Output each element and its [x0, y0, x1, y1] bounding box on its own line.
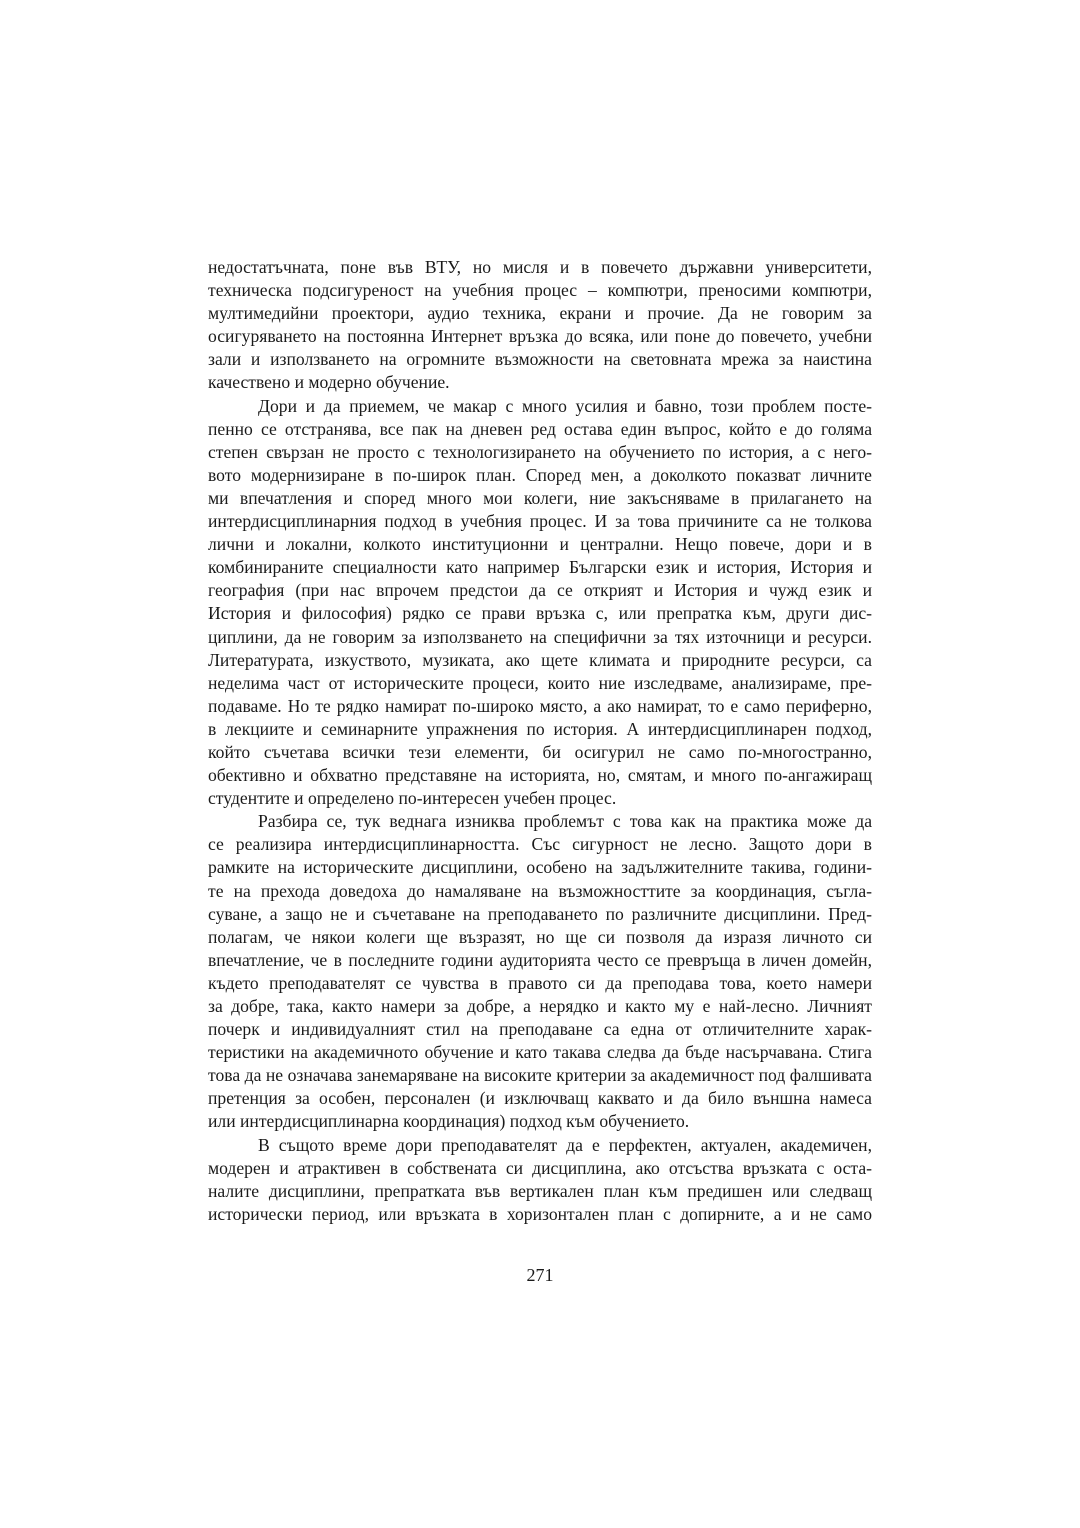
text-line: пенно се отстранява, все пак на дневен ред остава един въпрос, който е до голяма: [208, 418, 872, 439]
body-text: [208, 256, 872, 1226]
text-line: рамките на историческите дисциплини, особено на задължителните такива, години-: [208, 857, 872, 878]
text-line: недостатъчната, поне във ВТУ, но мисля и в повечето държавни университети,: [208, 257, 872, 277]
text-line: в лекциите и семинарните упражнения по история. А интердисциплинарен подход,: [208, 718, 872, 739]
text-line: техническа подсигуреност на учебния процес – компютри, преносими компютри,: [208, 280, 872, 301]
text-line: полагам, че някои колеги ще възразят, но ще си позволя да изразя личното си: [208, 926, 872, 947]
text-line: исторически период, или връзката в хоризонтален план с допирните, а и не само: [208, 1203, 872, 1224]
text-line: степен свързан не просто с технологизирането на обучението по история, а с него-: [208, 441, 872, 462]
text-line: циплини, да не говорим за използването на специфични за тях източници и ресурси.: [208, 626, 872, 647]
text-line: почерк и индивидуалният стил на преподаване са една от отличителните харак-: [208, 1019, 872, 1040]
text-line: подаваме. Но те рядко намират по-широко място, а ако намират, то е само периферно,: [208, 695, 872, 716]
text-line: или интердисциплинарна координация) подход към обучението.: [208, 1111, 690, 1132]
text-line: ми впечатления и според много мои колеги, ние закъсняваме в прилагането на: [208, 487, 872, 508]
text-line: който съчетава всички тези елементи, би осигурил не само по-многостранно,: [208, 741, 872, 762]
text-line: В същото време дори преподавателят да е перфектен, актуален, академичен,: [258, 1134, 872, 1155]
text-line: вото модернизиране в по-широк план. Според мен, а доколкото показват личните: [208, 464, 872, 485]
text-line: това да не означава занемаряване на високите критерии за академичност под фалшивата: [208, 1065, 872, 1086]
text-line: география (при нас впрочем предстои да се открият и История и чужд език и: [208, 580, 872, 601]
text-line: впечатление, че в последните години аудиторията често се превръща в личен домейн,: [208, 949, 872, 970]
text-line: претенция за особен, персонален (и изключващ каквато и да било външна намеса: [208, 1088, 872, 1109]
text-line: за добре, така, както намери за добре, а нерядко и както му е най-лесно. Личният: [208, 996, 872, 1016]
text-line: лични и локални, колкото институционни и централни. Нещо повече, дори и в: [208, 534, 872, 555]
text-line: качествено и модерно обучение.: [208, 372, 450, 393]
text-line: обективно и обхватно представяне на историята, но, смятам, и много по-ангажиращ: [208, 765, 872, 786]
text-line: осигуряването на постоянна Интернет връзка до всяка, или поне до повечето, учебни: [208, 326, 872, 347]
text-line: модерен и атрактивен в собствената си дисциплина, ако отсъства връзката с оста-: [208, 1157, 872, 1178]
text-line: студентите и определено по-интересен учебен процес.: [208, 788, 617, 809]
text-line: зали и използването на огромните възможности на световната мрежа за наистина: [208, 349, 872, 370]
page-number: 271: [526, 1265, 554, 1285]
text-line: се реализира интердисциплинарността. Със сигурност не лесно. Защото дори в: [208, 834, 872, 855]
text-line: Дори и да приемем, че макар с много усилия и бавно, този проблем посте-: [258, 395, 872, 416]
text-line: където преподавателят се чувства в правото си да преподава това, което намери: [208, 972, 872, 993]
text-line: те на прехода доведоха до намаляване на възможносттите за координация, съгла-: [208, 880, 872, 901]
text-line: теристики на академичното обучение и като такава следва да бъде насърчавана. Стига: [208, 1042, 872, 1063]
text-line: налите дисциплини, препратката във вертикален план към предишен или следващ: [208, 1180, 872, 1201]
text-line: суване, а защо не и съчетаване на преподаването по различните дисциплини. Пред-: [208, 903, 872, 924]
text-line: мултимедийни проектори, аудио техника, екрани и прочие. Да не говорим за: [208, 303, 872, 324]
text-line: Разбира се, тук веднага изниква проблемът с това как на практика може да: [258, 811, 872, 832]
text-line: Литературата, изкуството, музиката, ако щете климата и природните ресурси, са: [208, 649, 872, 670]
text-line: неделима част от историческите процеси, които ние изследваме, анализираме, пре-: [208, 672, 872, 693]
text-line: комбинираните специалности като например Български език и история, История и: [208, 557, 872, 578]
text-line: интердисциплинарния подход в учебния процес. И за това причините са не толкова: [208, 511, 872, 532]
text-line: История и философия) рядко се прави връзка с, или препратка към, други дис-: [208, 603, 872, 624]
